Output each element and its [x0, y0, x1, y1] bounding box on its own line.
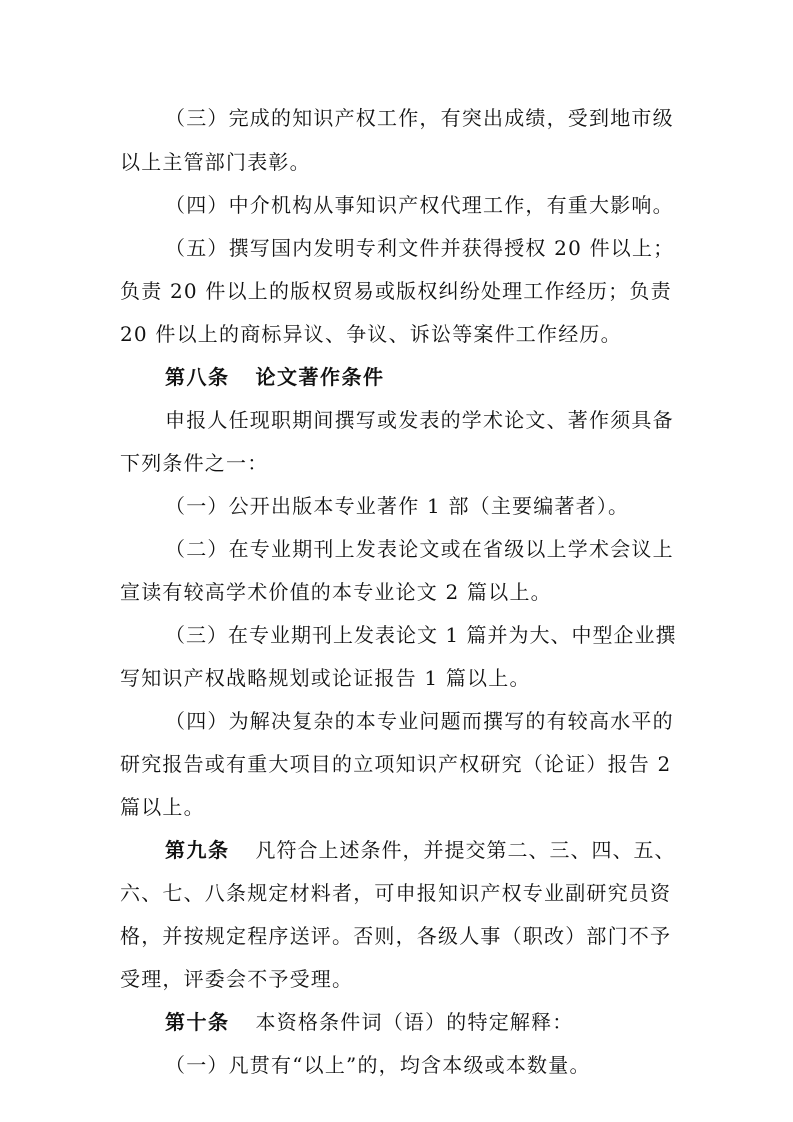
article-8-intro-line-2: 下列条件之一： — [120, 451, 269, 475]
article-8-heading-text: 论文著作条件 — [255, 365, 385, 389]
article-10-text-1: 本资格条件词（语）的特定解释： — [255, 1010, 574, 1034]
article-8-item-3-line-1: （三）在专业期刊上发表论文 1 篇并为大、中型企业撰 — [165, 623, 677, 647]
article-9-line-2: 六、七、八条规定材料者，可申报知识产权专业副研究员资 — [120, 881, 672, 905]
article-8-item-4-line-3: 篇以上。 — [120, 795, 205, 819]
para-3-line-2: 以上主管部门表彰。 — [120, 150, 311, 174]
article-8-item-2-line-2: 宣读有较高学术价值的本专业论文 2 篇以上。 — [120, 580, 552, 604]
article-8-item-1: （一）公开出版本专业著作 1 部（主要编著者）。 — [165, 494, 630, 518]
para-4: （四）中介机构从事知识产权代理工作，有重大影响。 — [165, 193, 674, 217]
article-9-line-1 — [165, 836, 676, 864]
article-9-line-4: 受理，评委会不予受理。 — [120, 967, 354, 991]
para-5-line-2: 负责 20 件以上的版权贸易或版权纠纷处理工作经历；负责 — [120, 279, 672, 303]
article-8-item-2-line-1: （二）在专业期刊上发表论文或在省级以上学术会议上 — [165, 537, 674, 561]
article-9-title: 第九条 — [165, 838, 230, 862]
article-9-text-1: 凡符合上述条件，并提交第二、三、四、五、 — [255, 838, 676, 862]
article-8-intro-line-1: 申报人任现职期间撰写或发表的学术论文、著作须具备 — [165, 408, 674, 432]
article-8-item-4-line-2: 研究报告或有重大项目的立项知识产权研究（论证）报告 2 — [120, 752, 672, 776]
para-5-line-1: （五）撰写国内发明专利文件并获得授权 20 件以上； — [165, 236, 675, 260]
para-5-line-3: 20 件以上的商标异议、争议、诉讼等案件工作经历。 — [120, 322, 622, 346]
article-10-item-1: （一）凡贯有“以上”的，均含本级或本数量。 — [165, 1053, 591, 1077]
article-8-item-4-line-1: （四）为解决复杂的本专业问题而撰写的有较高水平的 — [165, 709, 674, 733]
article-10-line-1 — [165, 1008, 574, 1036]
para-3-line-1: （三）完成的知识产权工作，有突出成绩，受到地市级 — [165, 106, 674, 130]
article-8-item-3-line-2: 写知识产权战略规划或论证报告 1 篇以上。 — [120, 666, 531, 690]
article-8-title: 第八条 — [165, 365, 230, 389]
article-10-title: 第十条 — [165, 1010, 230, 1034]
article-8-heading — [165, 363, 385, 391]
article-9-line-3: 格，并按规定程序送评。否则，各级人事（职改）部门不予 — [120, 924, 672, 948]
